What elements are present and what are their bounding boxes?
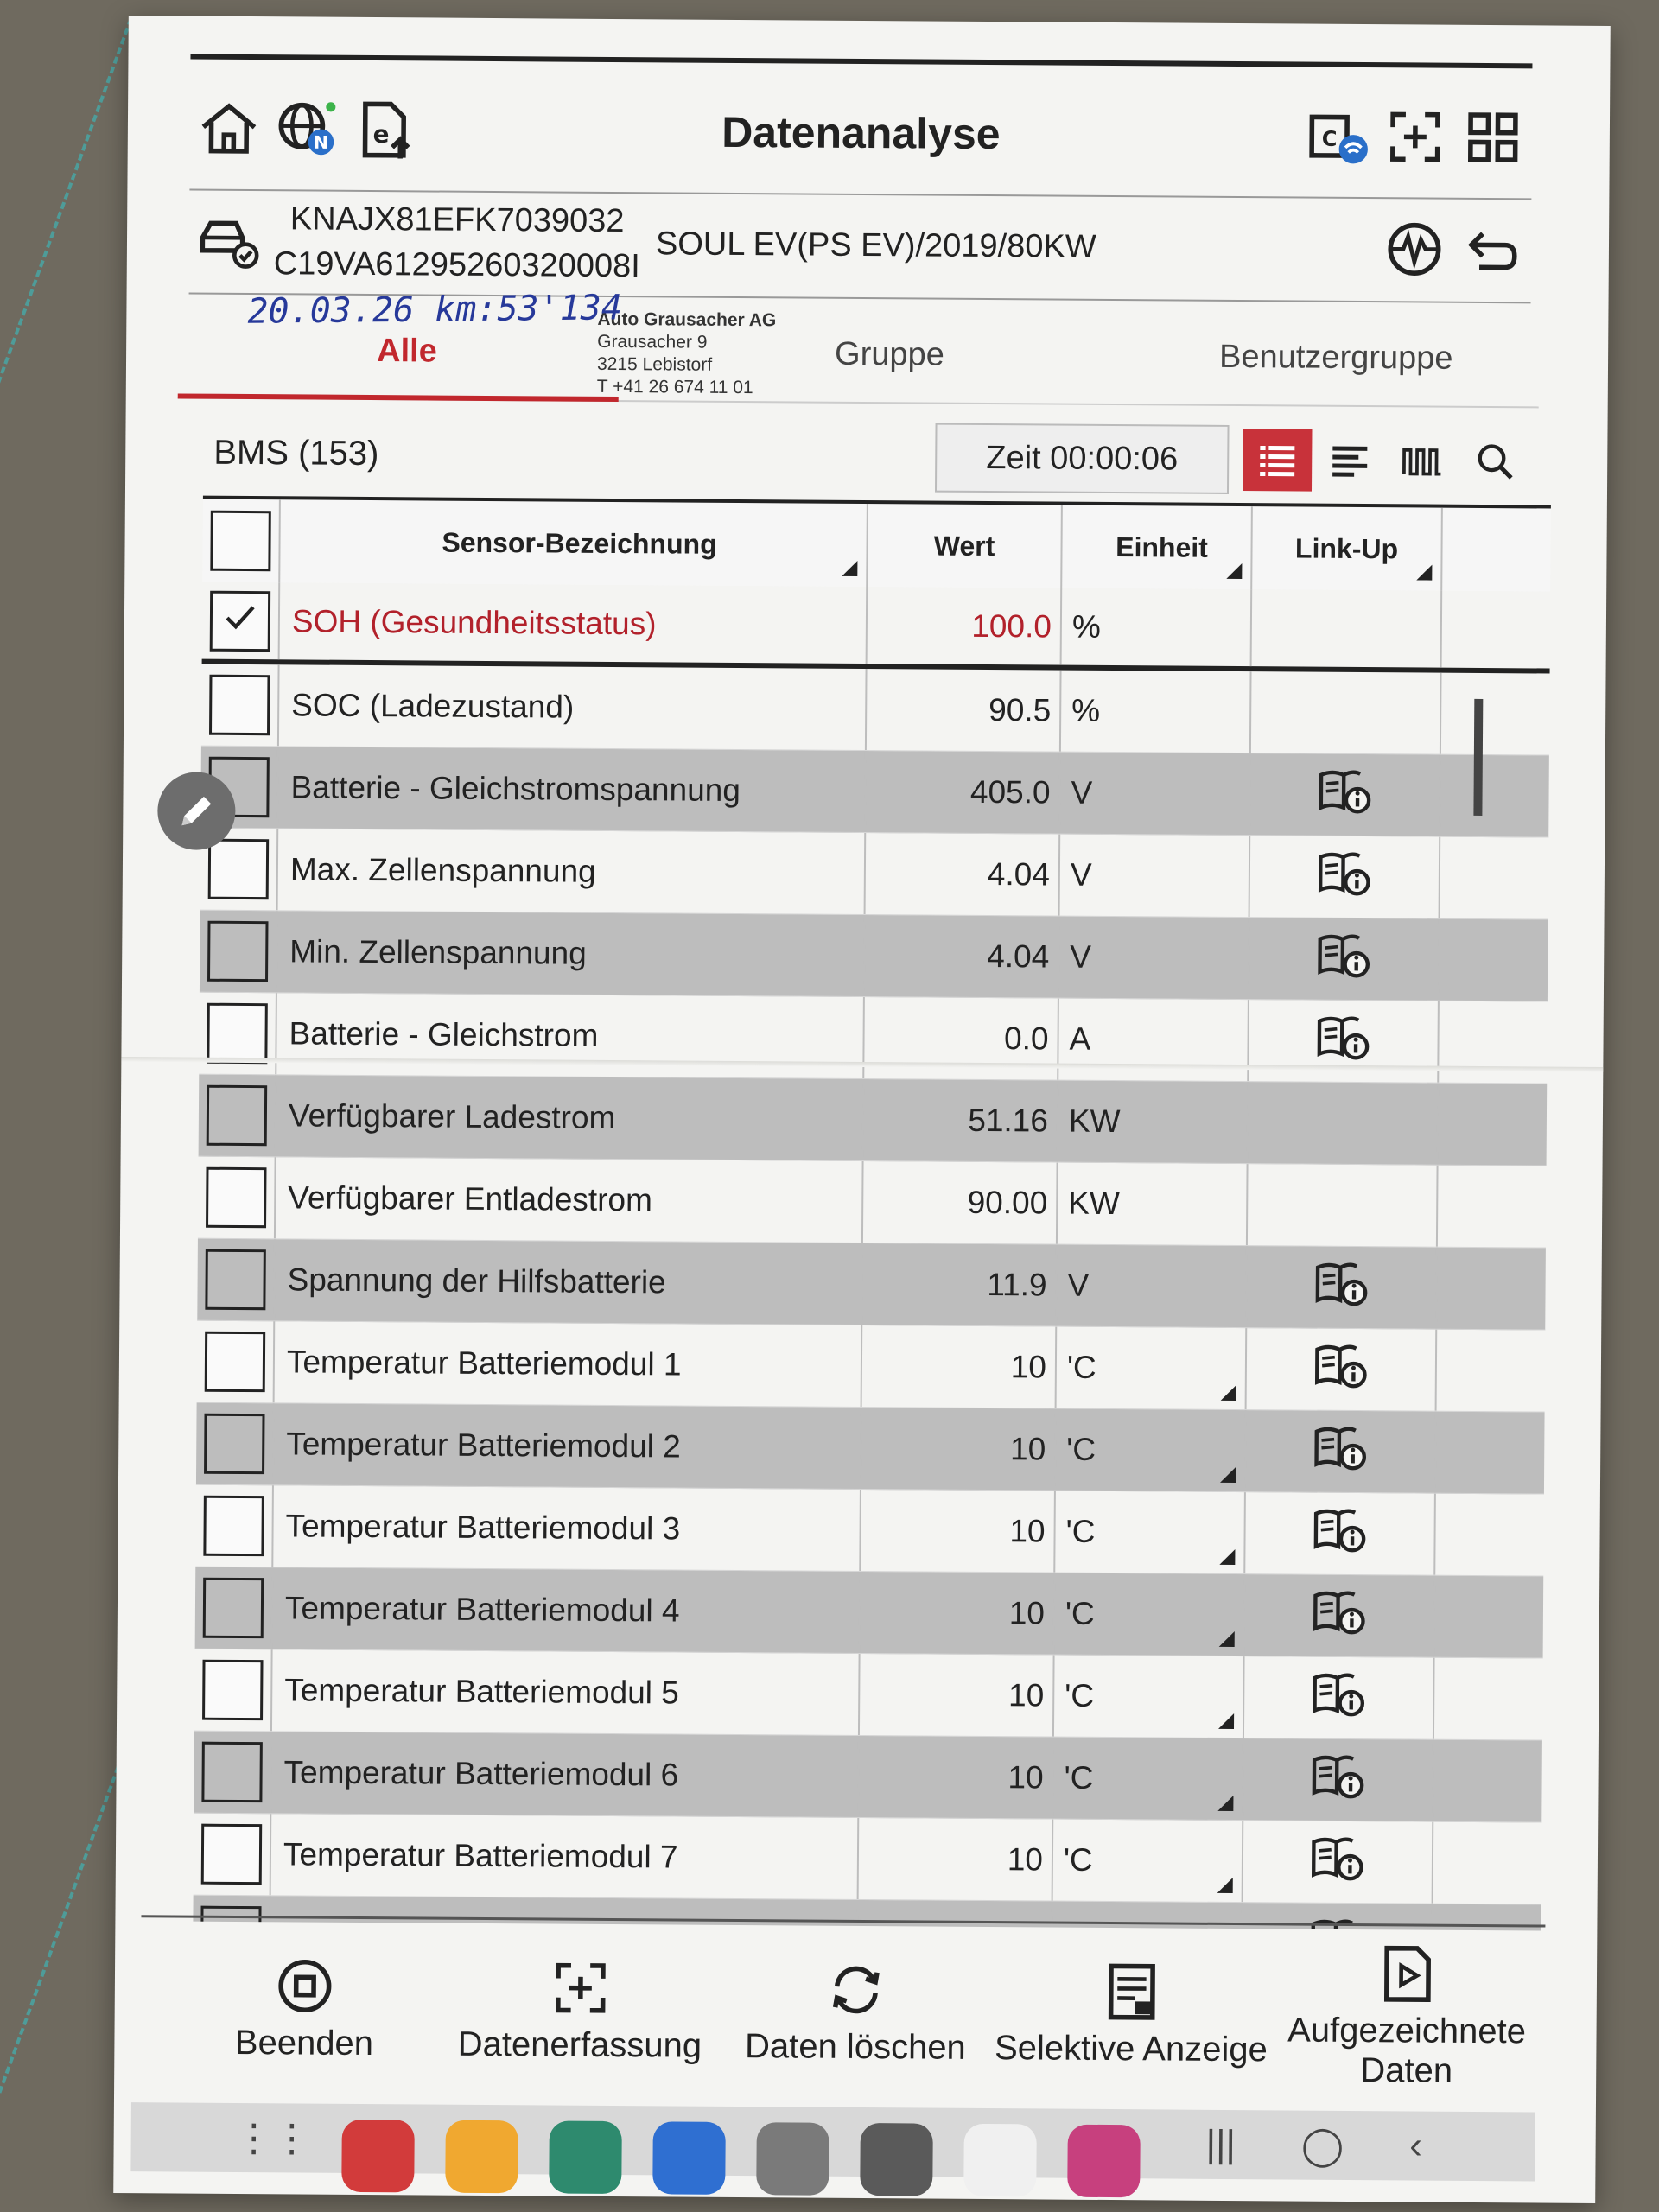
- unit-dropdown-icon[interactable]: [1220, 1467, 1236, 1483]
- stop-circle-icon: [272, 1954, 337, 2018]
- row-checkbox[interactable]: [203, 1578, 264, 1638]
- table-row[interactable]: [197, 1239, 1546, 1331]
- row-checkbox[interactable]: [204, 1414, 264, 1474]
- sensor-unit: [1054, 1656, 1245, 1738]
- stamp-name: Auto Grausacher AG: [597, 308, 777, 331]
- sensor-unit: [1055, 1491, 1246, 1574]
- sensor-name: Temperatur Batteriemodul 2: [274, 1403, 862, 1489]
- linkup-cell[interactable]: [1250, 836, 1441, 918]
- info-book-icon[interactable]: [1312, 1587, 1367, 1643]
- edit-button[interactable]: [157, 772, 236, 850]
- app-drawer-icon[interactable]: ⋮⋮: [234, 2116, 311, 2160]
- linkup-cell[interactable]: [1247, 1246, 1438, 1329]
- vehicle-ids: [267, 196, 648, 289]
- row-checkbox[interactable]: [210, 590, 270, 651]
- return-arrow-icon: [1460, 218, 1525, 283]
- header-value: [868, 504, 1063, 588]
- sensor-unit-label: 'C: [1065, 1595, 1095, 1631]
- capture-icon: [548, 1955, 613, 2020]
- top-rule: [190, 54, 1532, 69]
- vin-number: KNAJX81EFK7039032: [289, 200, 625, 240]
- linkup-cell[interactable]: [1250, 753, 1441, 836]
- sensor-unit: [1062, 588, 1253, 667]
- unit-dropdown-icon[interactable]: [1217, 1878, 1233, 1893]
- linkup-cell[interactable]: [1245, 1574, 1436, 1657]
- table-body: [193, 582, 1550, 1987]
- svg-text:e: e: [372, 119, 390, 149]
- sensor-value: 405.0: [866, 751, 1061, 834]
- table-row[interactable]: [202, 582, 1551, 674]
- selective-view-icon: [1099, 1960, 1164, 2024]
- aufgezeichnete-daten-label: Aufgezeichnete Daten: [1287, 2011, 1527, 2090]
- table-row[interactable]: [200, 829, 1549, 920]
- sensor-unit-label: 'C: [1066, 1431, 1096, 1467]
- sensor-unit: [1058, 1163, 1249, 1246]
- row-checkbox[interactable]: [208, 839, 269, 899]
- printed-page: [113, 16, 1611, 2203]
- linkup-cell[interactable]: [1247, 1328, 1438, 1411]
- info-book-icon[interactable]: [1317, 849, 1372, 905]
- search-icon: [1473, 440, 1516, 483]
- row-checkbox[interactable]: [206, 1167, 266, 1228]
- sensor-unit-label: V: [1071, 774, 1093, 810]
- row-checkbox-cell: [195, 1567, 274, 1649]
- sensor-name: Temperatur Batteriemodul 4: [273, 1567, 861, 1653]
- row-checkbox[interactable]: [207, 921, 268, 982]
- info-book-icon[interactable]: [1313, 1341, 1369, 1397]
- linkup-cell[interactable]: [1243, 1738, 1434, 1821]
- sensor-unit-label: V: [1070, 856, 1092, 893]
- linkup-cell: [1249, 1082, 1440, 1165]
- row-checkbox[interactable]: [203, 1496, 264, 1556]
- row-checkbox-cell: [199, 1075, 277, 1157]
- sensor-unit: [1060, 835, 1251, 918]
- sensor-unit-label: V: [1070, 938, 1092, 975]
- row-checkbox-cell: [195, 1485, 274, 1567]
- sensor-unit-label: 'C: [1065, 1677, 1095, 1713]
- header-value-label: Wert: [933, 530, 995, 562]
- sensor-unit-label: V: [1067, 1267, 1090, 1303]
- linkup-cell: [1248, 1164, 1439, 1247]
- sensor-name: Batterie - Gleichstrom: [276, 993, 865, 1078]
- graph-wave-icon: [1401, 439, 1444, 482]
- unit-dropdown-icon[interactable]: [1219, 1631, 1235, 1647]
- sensor-name: SOH (Gesundheitsstatus): [280, 582, 868, 664]
- home-nav-icon[interactable]: ◯: [1300, 2124, 1344, 2167]
- pencil-icon: [172, 786, 220, 835]
- row-checkbox[interactable]: [207, 1085, 267, 1146]
- camera-app-icon[interactable]: [860, 2123, 933, 2196]
- vehicle-info: [189, 194, 1532, 298]
- unit-dropdown-icon[interactable]: [1218, 1713, 1234, 1729]
- elapsed-time: Zeit 00:00:06: [935, 423, 1230, 494]
- sort-indicator-icon: [842, 561, 857, 576]
- tab-benutzergruppe[interactable]: Benutzergruppe: [1218, 338, 1453, 377]
- sensor-unit: [1055, 1573, 1246, 1656]
- refresh-icon: [823, 1958, 888, 2023]
- vehicle-status-button[interactable]: [189, 202, 268, 281]
- stamp-city: 3215 Lebistorf: [596, 353, 713, 375]
- table-row[interactable]: [200, 911, 1548, 1002]
- sensor-name: Temperatur Batteriemodul 5: [272, 1649, 861, 1735]
- linkup-cell[interactable]: [1249, 1000, 1440, 1083]
- car-check-icon: [196, 209, 261, 274]
- home-icon: [197, 97, 262, 162]
- row-checkbox-cell: [197, 1239, 276, 1321]
- sensor-unit: [1058, 999, 1249, 1082]
- row-checkbox[interactable]: [201, 1742, 262, 1802]
- linkup-cell[interactable]: [1243, 1821, 1434, 1904]
- info-book-icon[interactable]: [1310, 1834, 1365, 1890]
- row-checkbox-cell: [197, 1321, 276, 1403]
- info-book-icon[interactable]: [1312, 1505, 1367, 1561]
- stamp-phone: T +41 26 674 11 01: [596, 376, 753, 398]
- sensor-unit-label: 'C: [1063, 1841, 1093, 1878]
- search-button[interactable]: [1460, 430, 1530, 493]
- sort-indicator-icon: [1416, 564, 1432, 580]
- table-row[interactable]: [199, 993, 1548, 1084]
- linkup-cell[interactable]: [1246, 1410, 1437, 1493]
- upload-button[interactable]: [346, 91, 424, 169]
- tab-gruppe[interactable]: Gruppe: [834, 335, 944, 373]
- table-row[interactable]: [198, 1157, 1547, 1249]
- selektive-anzeige-button[interactable]: [993, 1927, 1269, 2101]
- header-linkup-label: Link-Up: [1294, 531, 1399, 564]
- stamp-street: Grausacher 9: [597, 331, 708, 353]
- sensor-name: Temperatur Batteriemodul 7: [271, 1814, 860, 1899]
- daten-loeschen-button[interactable]: [717, 1925, 994, 2100]
- sensor-unit-label: 'C: [1065, 1513, 1096, 1549]
- svg-text:C: C: [1321, 126, 1338, 151]
- info-book-icon[interactable]: [1316, 931, 1371, 987]
- sensor-name: Spannung der Hilfsbatterie: [275, 1239, 863, 1325]
- info-book-icon[interactable]: [1317, 766, 1372, 823]
- datenerfassung-button[interactable]: [442, 1923, 718, 2098]
- sensor-name: Max. Zellenspannung: [278, 829, 867, 914]
- sensor-unit: [1056, 1409, 1247, 1492]
- sensor-value: 10: [861, 1408, 1057, 1491]
- app-header: [189, 68, 1532, 199]
- table-row[interactable]: [196, 1403, 1545, 1495]
- info-book-icon[interactable]: [1313, 1259, 1369, 1315]
- tab-alle[interactable]: Alle: [376, 333, 437, 370]
- daten-loeschen-label: Daten löschen: [744, 2027, 966, 2067]
- sensor-value: 0.0: [864, 997, 1059, 1080]
- sensor-unit-label: 'C: [1064, 1759, 1094, 1796]
- info-book-icon[interactable]: [1315, 1013, 1370, 1069]
- unit-dropdown-icon[interactable]: [1219, 1549, 1235, 1565]
- home-button[interactable]: [190, 90, 269, 168]
- header-sensor-name-label: Sensor-Bezeichnung: [442, 526, 717, 560]
- row-checkbox-cell: [194, 1649, 273, 1732]
- sensor-name: Min. Zellenspannung: [277, 911, 866, 996]
- sort-indicator-icon: [1226, 563, 1242, 579]
- aufgezeichnete-daten-button[interactable]: [1268, 1929, 1545, 2103]
- vehicle-model: SOUL EV(PS EV)/2019/80KW: [655, 225, 1096, 265]
- recent-apps-icon[interactable]: |||: [1205, 2122, 1236, 2166]
- table-scrollbar[interactable]: [1473, 699, 1483, 816]
- header-unit-label: Einheit: [1116, 531, 1209, 563]
- sensor-unit: [1057, 1245, 1248, 1328]
- row-checkbox-cell: [194, 1732, 272, 1814]
- info-book-icon[interactable]: [1311, 1669, 1366, 1726]
- app-shortcut-icon[interactable]: [341, 2120, 415, 2193]
- capture-plus-icon: [1383, 105, 1448, 169]
- sensor-value: 10: [861, 1572, 1056, 1655]
- sensor-value: 10: [860, 1654, 1055, 1737]
- sensor-value: 10: [861, 1490, 1056, 1573]
- sensor-unit: [1058, 1081, 1249, 1164]
- app-shortcut-icon[interactable]: [652, 2121, 726, 2195]
- sensor-unit: [1060, 753, 1251, 836]
- sensor-name: Verfügbarer Ladestrom: [276, 1075, 865, 1160]
- handwritten-note: 20.03.26 km:53'134: [247, 288, 623, 332]
- sensor-unit-label: %: [1071, 692, 1101, 728]
- globe-button[interactable]: [268, 90, 346, 168]
- row-checkbox-cell: [201, 664, 280, 747]
- graph-view-button[interactable]: [1388, 429, 1458, 493]
- back-button[interactable]: [1453, 211, 1532, 289]
- header-checkbox-cell: [202, 499, 281, 583]
- table-row[interactable]: [199, 1075, 1548, 1166]
- sensor-value: 11.9: [862, 1243, 1058, 1326]
- sensor-unit-label: KW: [1068, 1103, 1121, 1140]
- row-checkbox[interactable]: [207, 1003, 267, 1064]
- row-checkbox-cell: [199, 993, 277, 1075]
- header-linkup[interactable]: [1252, 506, 1443, 591]
- header-sensor-name[interactable]: [280, 499, 868, 587]
- selektive-anzeige-label: Selektive Anzeige: [994, 2029, 1268, 2069]
- row-checkbox[interactable]: [202, 1660, 263, 1720]
- vehicle-software-id: C19VA61295260320008I: [273, 245, 640, 285]
- sensor-name: SOC (Ladezustand): [279, 664, 868, 750]
- linkup-cell[interactable]: [1245, 1492, 1436, 1575]
- row-checkbox-cell: [202, 582, 281, 660]
- sensor-value: 10: [862, 1325, 1058, 1408]
- table-header: [202, 496, 1551, 592]
- sensor-unit: [1061, 671, 1252, 753]
- sensor-name: Temperatur Batteriemodul 3: [273, 1485, 861, 1571]
- page-title: Datenanalyse: [721, 107, 1001, 159]
- text-view-button[interactable]: [1315, 429, 1385, 493]
- row-checkbox-cell: [194, 1814, 272, 1896]
- app-shortcut-icon[interactable]: [445, 2120, 518, 2194]
- grid-menu-button[interactable]: [1454, 99, 1533, 177]
- waveform-circle-icon: [1382, 217, 1447, 282]
- sensor-unit: [1053, 1820, 1244, 1903]
- list-icon: [1255, 438, 1299, 481]
- linkup-cell[interactable]: [1244, 1656, 1435, 1739]
- select-all-checkbox[interactable]: [210, 511, 270, 571]
- sensor-unit-label: 'C: [1066, 1349, 1096, 1385]
- calendar-app-icon[interactable]: [549, 2121, 622, 2195]
- sensor-value: 4.04: [865, 915, 1060, 998]
- datenerfassung-label: Datenerfassung: [457, 2024, 702, 2065]
- align-left-icon: [1328, 439, 1371, 482]
- unit-dropdown-icon[interactable]: [1217, 1796, 1233, 1811]
- data-toolbar: [188, 414, 1530, 501]
- sensor-unit-label: KW: [1068, 1185, 1121, 1222]
- sensor-name: Verfügbarer Entladestrom: [276, 1157, 864, 1243]
- screen-capture-button[interactable]: [1376, 98, 1455, 176]
- row-checkbox[interactable]: [201, 1824, 262, 1885]
- sensor-name: Temperatur Batteriemodul 1: [275, 1321, 863, 1407]
- vci-connection-button[interactable]: [1299, 98, 1377, 176]
- linkup-cell[interactable]: [1249, 918, 1440, 1001]
- beenden-label: Beenden: [234, 2023, 374, 2063]
- svg-text:N: N: [313, 131, 329, 153]
- sensor-unit: [1059, 917, 1250, 1000]
- dealer-stamp: [597, 308, 777, 399]
- info-book-icon[interactable]: [1310, 1751, 1365, 1808]
- row-checkbox-cell: [198, 1157, 276, 1239]
- table-row[interactable]: [194, 1649, 1543, 1741]
- sensor-value: 10: [859, 1818, 1054, 1901]
- app-shortcut-icon[interactable]: [1067, 2125, 1141, 2198]
- row-checkbox[interactable]: [205, 1332, 265, 1392]
- vci-wifi-icon: [1306, 105, 1370, 169]
- fabric-stitch: [0, 17, 133, 587]
- linkup-cell: [1251, 671, 1442, 754]
- globe-network-icon: [275, 97, 340, 162]
- row-checkbox-cell: [196, 1403, 275, 1485]
- sensor-unit-label: A: [1069, 1020, 1091, 1057]
- table-row[interactable]: [195, 1485, 1544, 1577]
- active-tab-indicator: [178, 393, 619, 402]
- sensor-value: 90.5: [867, 669, 1062, 752]
- grid-icon: [1461, 105, 1526, 170]
- beenden-button[interactable]: [166, 1921, 442, 2095]
- sensor-name: Batterie - Gleichstromspannung: [278, 747, 867, 832]
- app-shortcut-icon[interactable]: [756, 2122, 830, 2196]
- unit-dropdown-icon[interactable]: [1221, 1385, 1236, 1401]
- sensor-name: Temperatur Batteriemodul 6: [271, 1732, 860, 1817]
- drive-app-icon[interactable]: [963, 2124, 1037, 2197]
- table-row[interactable]: [201, 664, 1550, 756]
- sensor-unit: [1057, 1327, 1248, 1410]
- row-checkbox[interactable]: [205, 1249, 265, 1310]
- system-navigation-bar: [130, 2102, 1535, 2181]
- module-label: BMS (153): [213, 433, 379, 473]
- recorded-data-icon: [1375, 1942, 1440, 2006]
- header-unit[interactable]: [1062, 505, 1253, 590]
- row-checkbox[interactable]: [209, 675, 270, 735]
- sensor-value: 100.0: [868, 587, 1063, 665]
- sensor-unit: [1053, 1738, 1244, 1821]
- checkmark-icon: [219, 595, 262, 646]
- list-view-button[interactable]: [1243, 429, 1313, 492]
- linkup-cell: [1252, 589, 1443, 668]
- back-nav-icon[interactable]: ‹: [1409, 2124, 1423, 2167]
- signal-button[interactable]: [1376, 210, 1454, 289]
- table-row[interactable]: [194, 1732, 1542, 1823]
- table-row[interactable]: [200, 747, 1549, 838]
- info-book-icon[interactable]: [1313, 1423, 1368, 1479]
- sensor-table: [193, 496, 1551, 1987]
- sensor-value: 90.00: [863, 1161, 1058, 1244]
- row-checkbox-cell: [200, 911, 278, 993]
- sensor-value: 4.04: [866, 833, 1061, 916]
- table-row[interactable]: [195, 1567, 1544, 1659]
- bottom-action-bar: [166, 1921, 1545, 2103]
- table-row[interactable]: [194, 1814, 1542, 1905]
- sensor-unit-label: %: [1071, 608, 1101, 645]
- table-row[interactable]: [197, 1321, 1546, 1413]
- sensor-value: 10: [859, 1736, 1054, 1819]
- e-upload-icon: [353, 98, 417, 162]
- sensor-value: 51.16: [864, 1079, 1059, 1162]
